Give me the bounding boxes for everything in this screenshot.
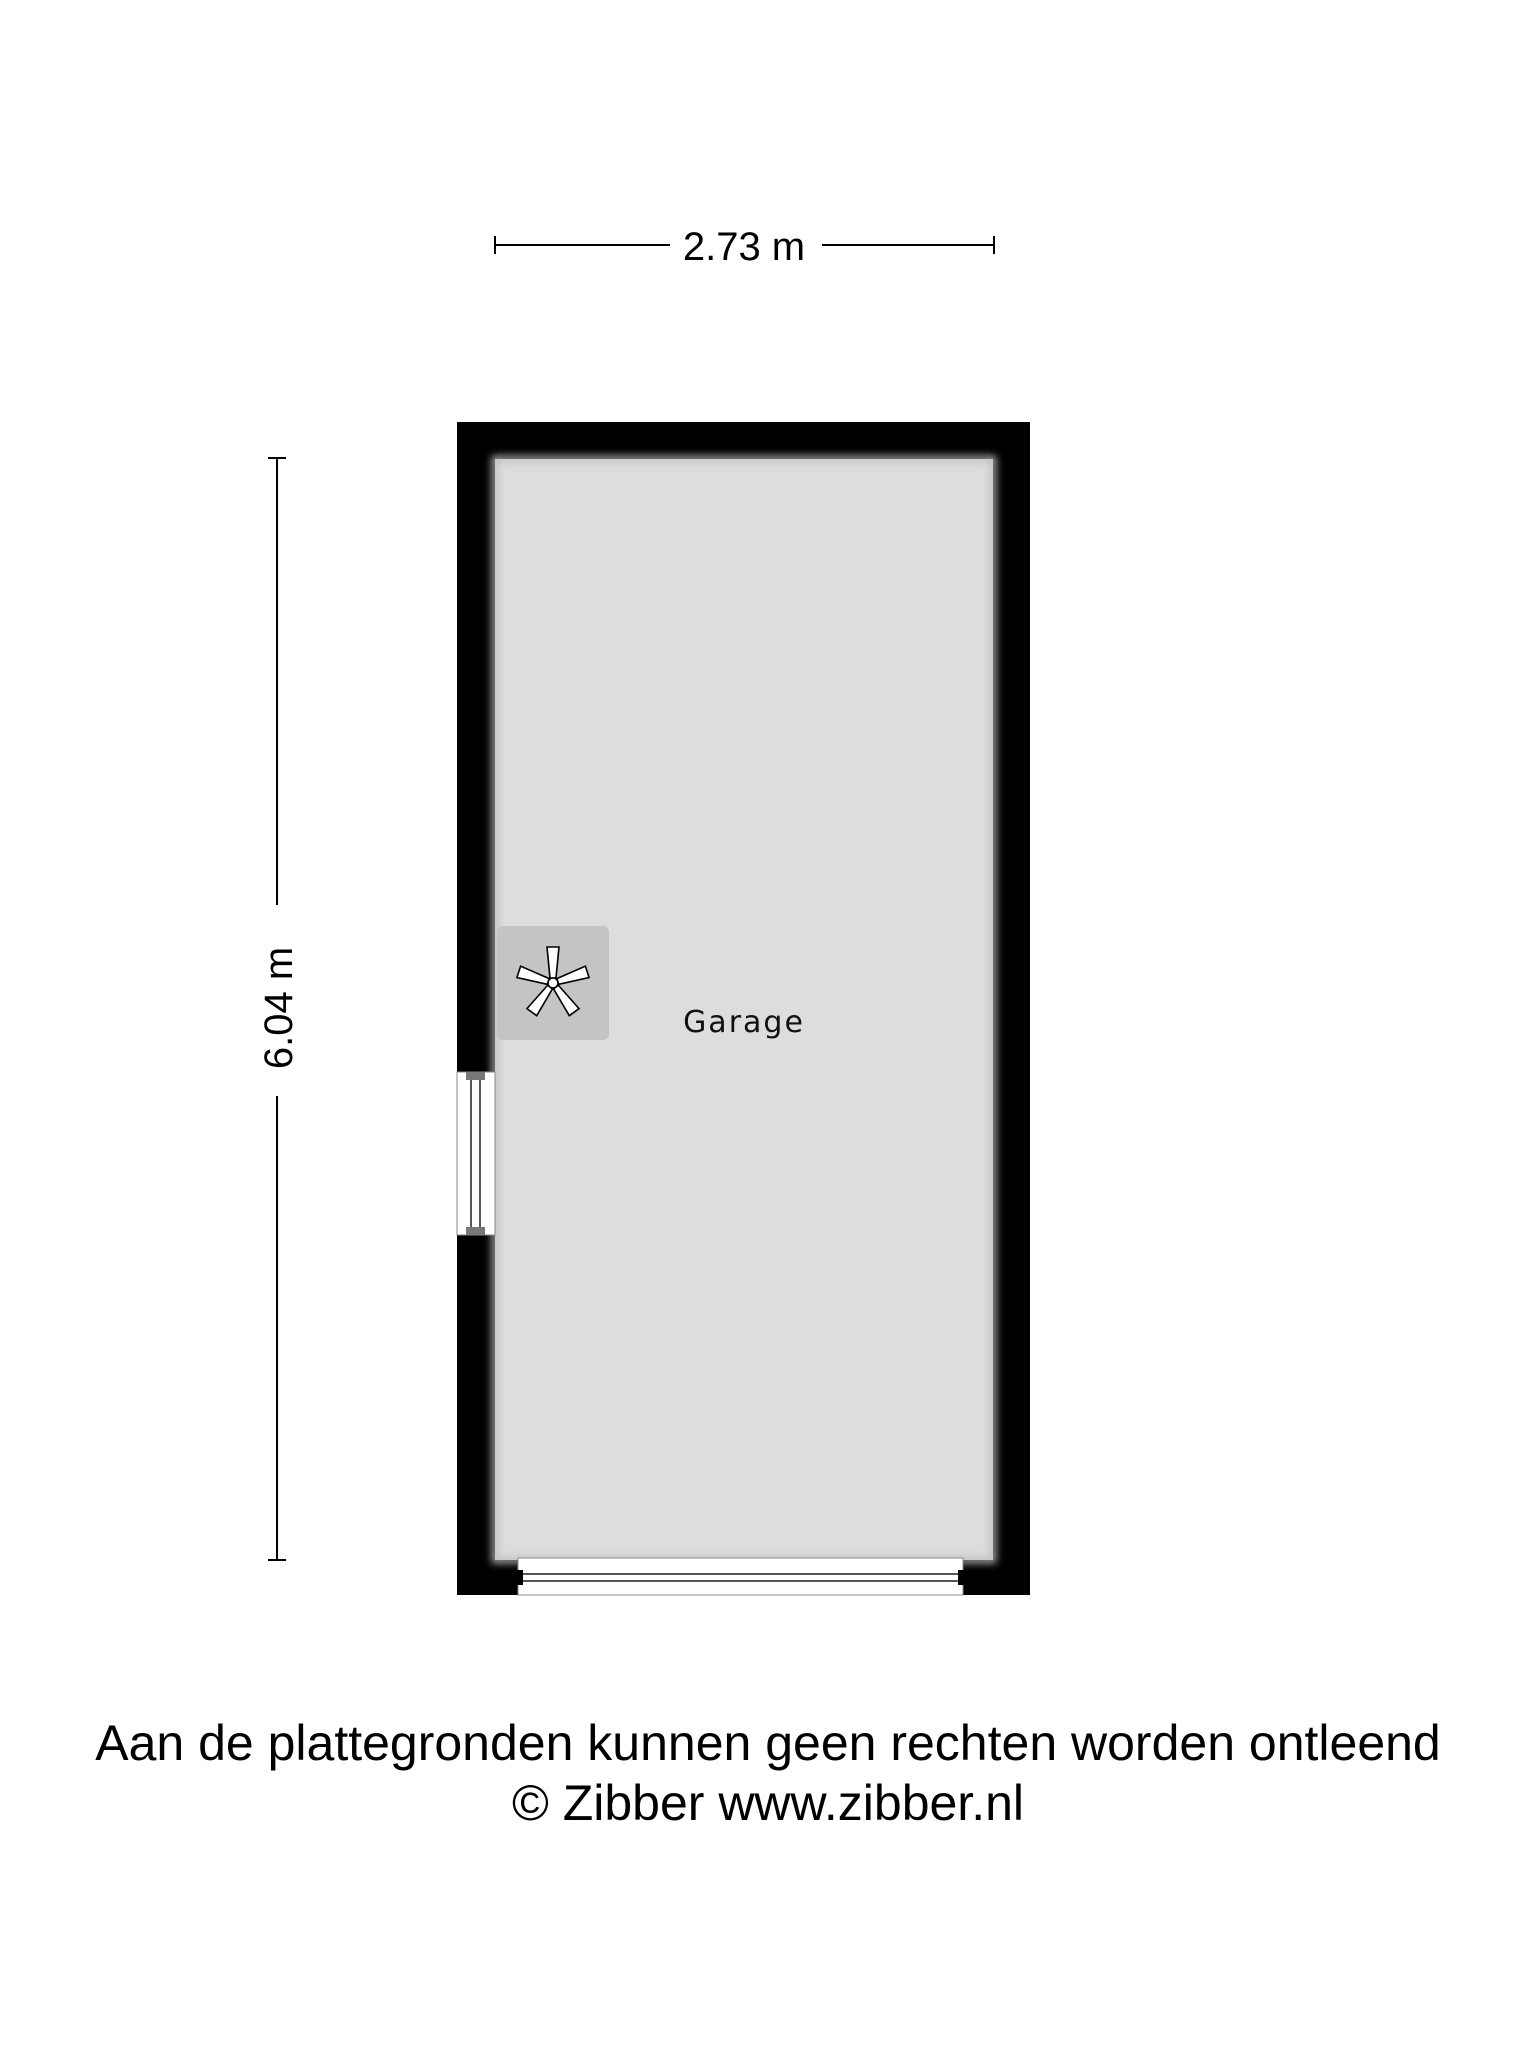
length-dimension xyxy=(257,458,301,1560)
copyright-text: © Zibber www.zibber.nl xyxy=(511,1775,1025,1831)
heater-fixture xyxy=(497,926,609,1040)
width-dimension xyxy=(495,225,994,269)
disclaimer-text: Aan de plattegronden kunnen geen rechten worden ontleend xyxy=(95,1715,1441,1771)
width-label: 2.73 m xyxy=(682,225,806,269)
length-label: 6.04 m xyxy=(257,946,301,1070)
garage-door xyxy=(513,1558,968,1595)
room-label: Garage xyxy=(683,1005,805,1040)
side-window xyxy=(457,1072,495,1235)
